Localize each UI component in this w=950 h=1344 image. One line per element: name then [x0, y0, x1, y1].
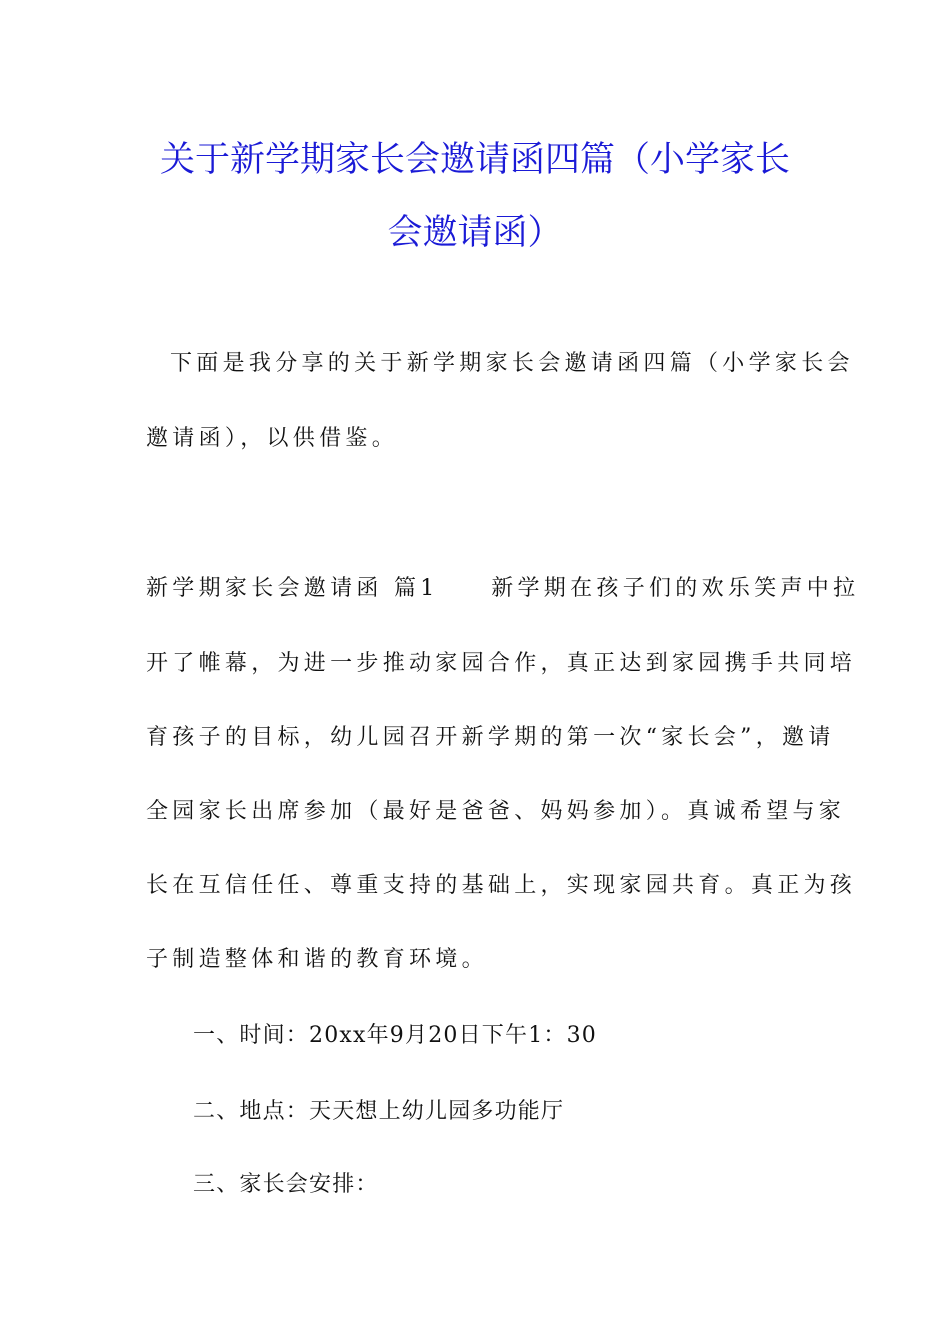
body-line-6: 子制造整体和谐的教育环境。	[146, 947, 488, 972]
item-arrangement: 三、家长会安排：	[193, 1172, 379, 1197]
body-line-4: 全园家长出席参加（最好是爸爸、妈妈参加）。真诚希望与家	[146, 799, 846, 824]
item-place: 二、地点：天天想上幼儿园多功能厅	[193, 1099, 565, 1124]
body-line-1: 新学期家长会邀请函 篇1 新学期在孩子们的欢乐笑声中拉	[146, 576, 860, 601]
item-time: 一、时间：20xx年9月20日下午1：30	[193, 1023, 597, 1048]
document-title-line-1: 关于新学期家长会邀请函四篇（小学家长	[159, 140, 790, 180]
body-line-5: 长在互信任任、尊重支持的基础上，实现家园共育。真正为孩	[146, 873, 857, 898]
intro-line-2: 邀请函），以供借鉴。	[146, 426, 399, 451]
document-title-line-2: 会邀请函）	[387, 213, 563, 253]
body-line-2: 开了帷幕，为进一步推动家园合作，真正达到家园携手共同培	[146, 651, 857, 676]
intro-line-1: 下面是我分享的关于新学期家长会邀请函四篇（小学家长会	[170, 351, 854, 376]
body-line-3: 育孩子的目标，幼儿园召开新学期的第一次“家长会”，邀请	[146, 725, 835, 750]
